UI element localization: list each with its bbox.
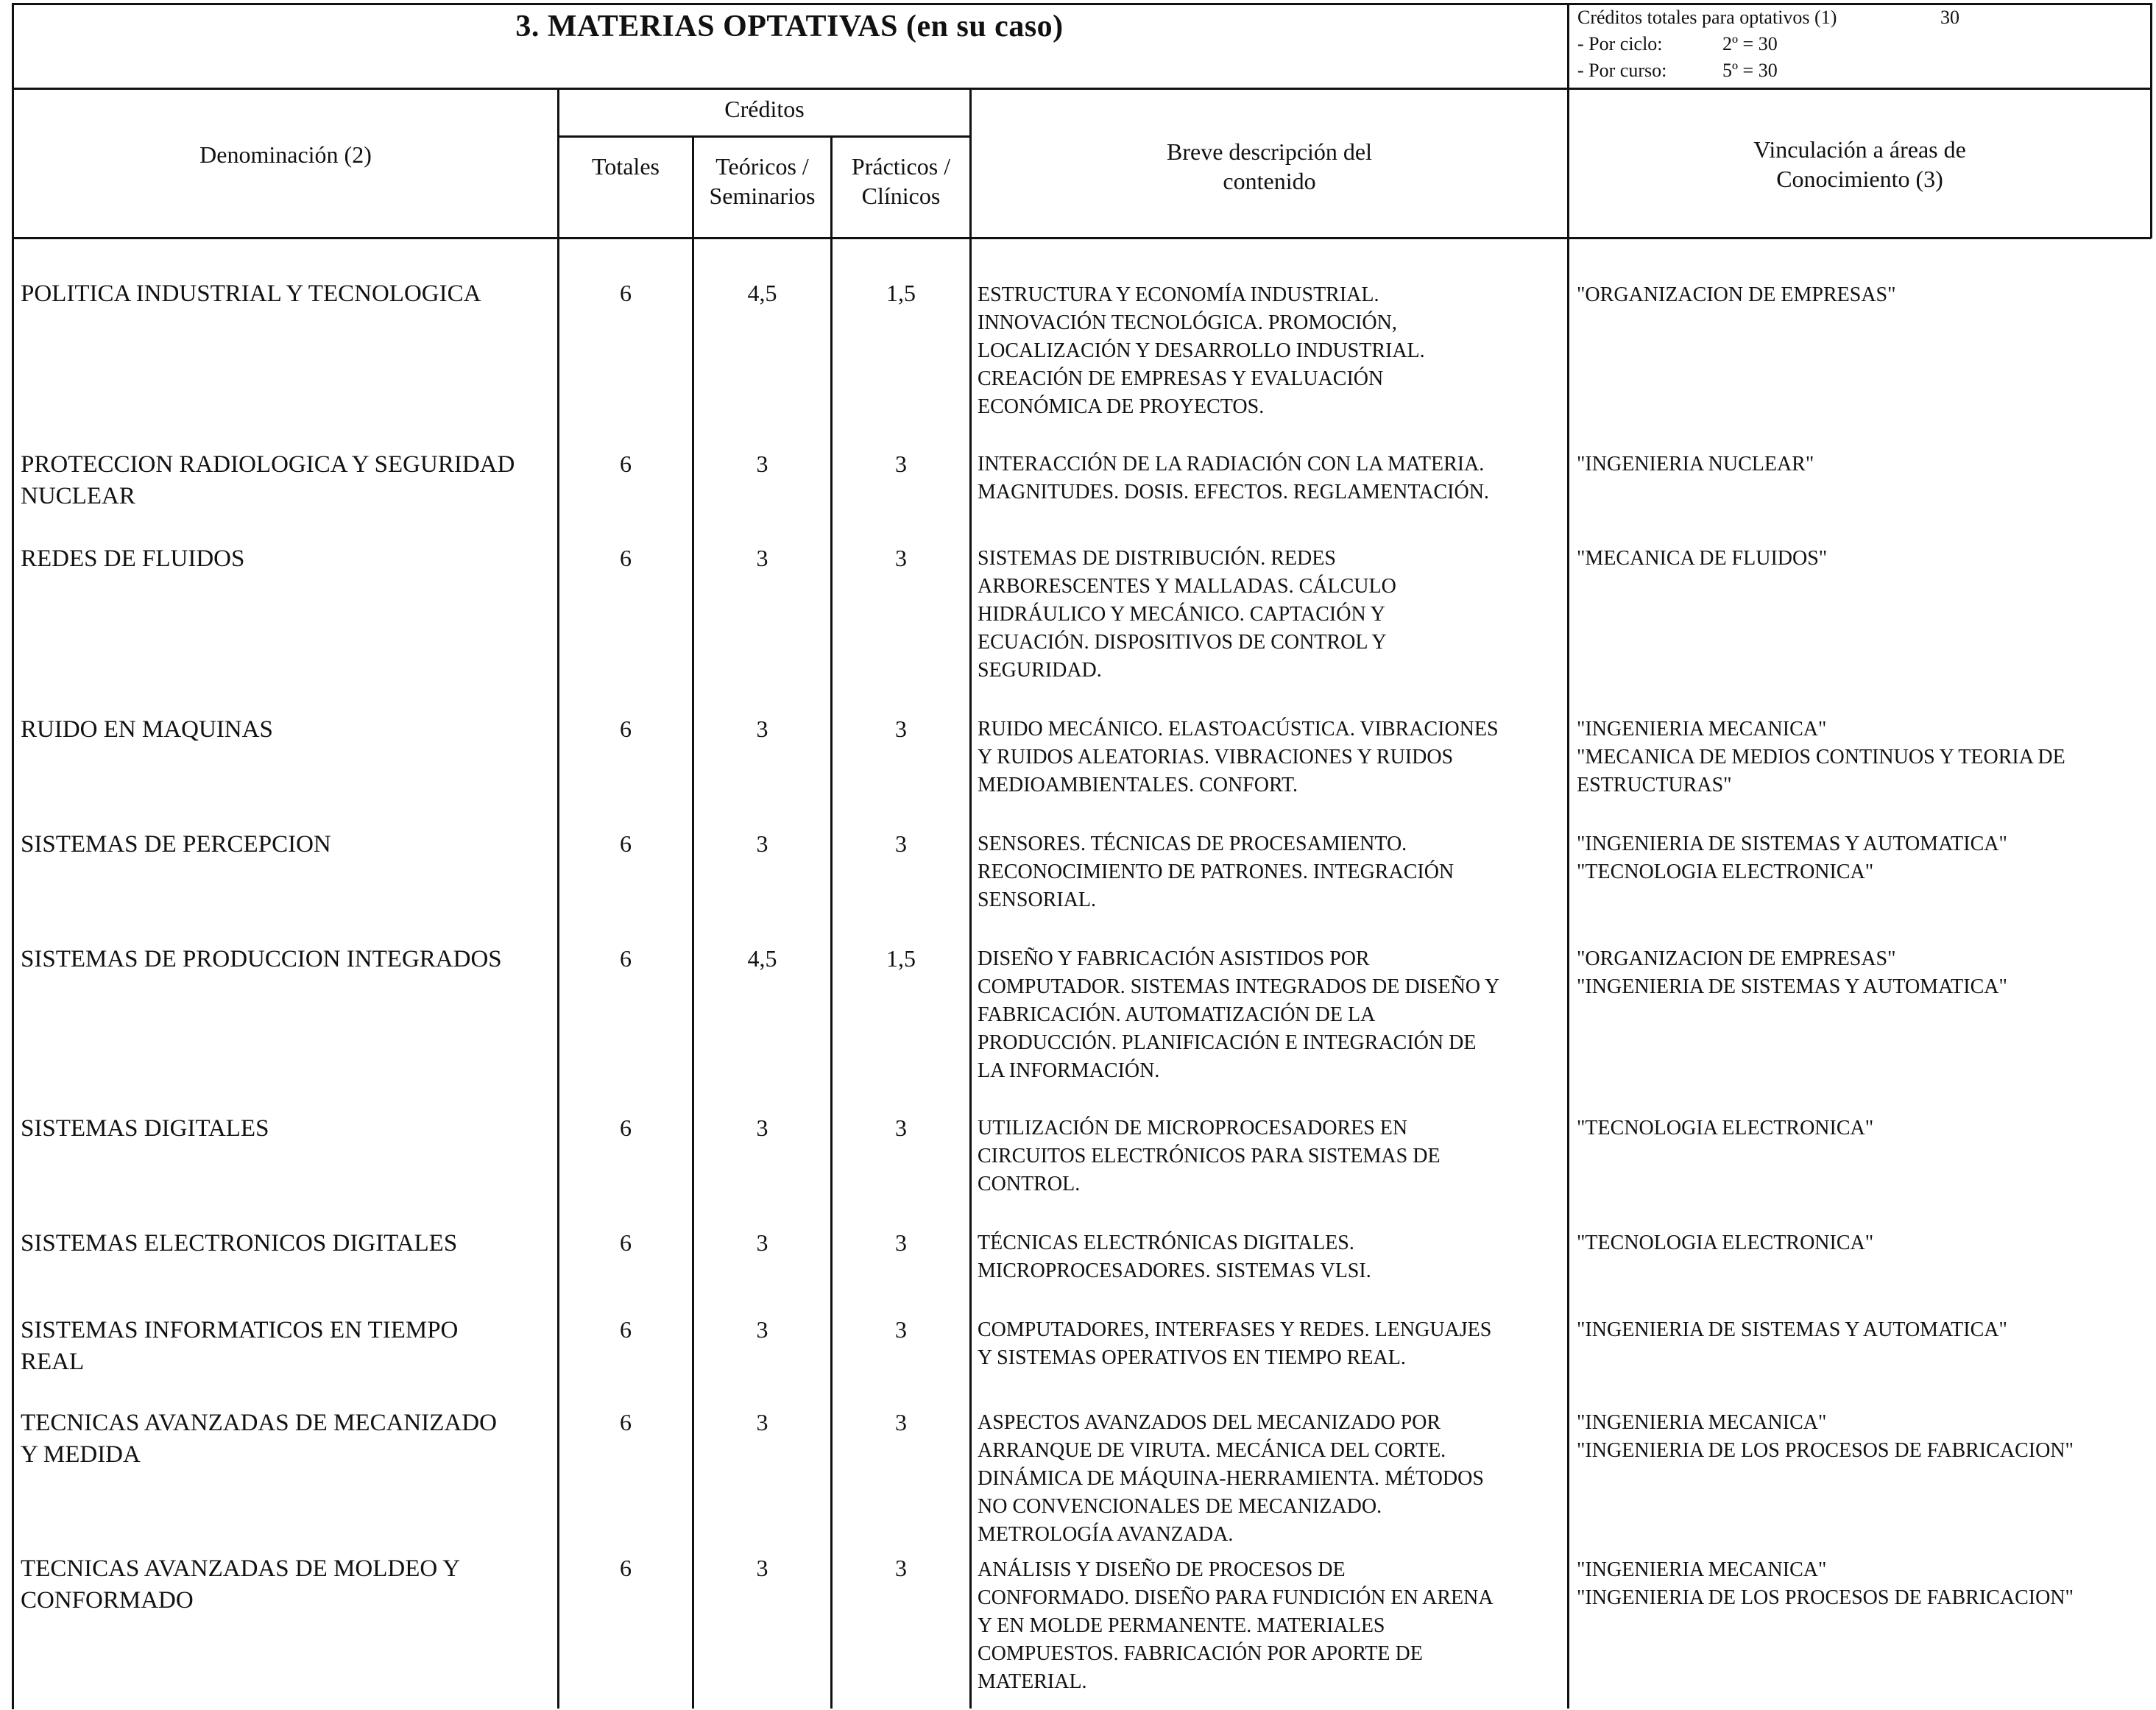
col-divider-5 [1567, 89, 1569, 1709]
row-vinculacion: "INGENIERIA DE SISTEMAS Y AUTOMATICA" "TECNOLOGIA ELECTRONICA" [1577, 833, 2007, 883]
row-teoricos: 3 [756, 716, 768, 742]
title-row-bottom-border [12, 88, 2151, 90]
row-practicos: 3 [895, 830, 907, 857]
row-vinculacion: "INGENIERIA DE SISTEMAS Y AUTOMATICA" [1577, 1318, 2007, 1341]
header-practicos: Prácticos / Clínicos [851, 153, 951, 209]
row-name: SISTEMAS DE PRODUCCION INTEGRADOS [21, 946, 502, 972]
top-border [12, 3, 2151, 5]
header-vinculacion: Vinculación a áreas de Conocimiento (3) [1753, 136, 1966, 192]
row-vinculacion: "INGENIERIA MECANICA" "INGENIERIA DE LOS PROCESOS DE FABRICACION" [1577, 1558, 2074, 1609]
row-teoricos: 3 [756, 1114, 768, 1141]
row-practicos: 3 [895, 1409, 907, 1435]
header-bottom-border [12, 237, 2151, 239]
row-totales: 6 [620, 716, 632, 742]
row-name: TECNICAS AVANZADAS DE MECANIZADO Y MEDIDA [21, 1410, 497, 1468]
header-denominacion: Denominación (2) [199, 141, 372, 168]
row-totales: 6 [620, 545, 632, 571]
credits-curso-label: - Por curso: [1577, 60, 1667, 81]
row-descripcion: SISTEMAS DE DISTRIBUCIÓN. REDES ARBORESCENTES Y MALLADAS. CÁLCULO HIDRÁULICO Y MECÁNICO. CAPTACIÓN Y ECUACIÓN. DISPOSITIVOS DE CONTROL Y SEGURIDAD. [978, 547, 1396, 682]
row-teoricos: 3 [756, 545, 768, 571]
col-divider-3 [830, 137, 833, 1709]
row-vinculacion: "ORGANIZACION DE EMPRESAS" [1577, 283, 1896, 306]
row-practicos: 3 [895, 1229, 907, 1256]
col-divider-1 [557, 89, 559, 1709]
row-descripcion: INTERACCIÓN DE LA RADIACIÓN CON LA MATERIA. MAGNITUDES. DOSIS. EFECTOS. REGLAMENTACIÓN. [978, 453, 1489, 504]
header-teoricos: Teóricos / Seminarios [709, 153, 816, 209]
row-name: POLITICA INDUSTRIAL Y TECNOLOGICA [21, 280, 481, 307]
row-practicos: 1,5 [886, 945, 916, 972]
row-teoricos: 3 [756, 830, 768, 857]
row-totales: 6 [620, 945, 632, 972]
row-teoricos: 4,5 [747, 945, 777, 972]
row-teoricos: 4,5 [747, 280, 777, 306]
row-vinculacion: "TECNOLOGIA ELECTRONICA" [1577, 1232, 1874, 1254]
row-teoricos: 3 [756, 451, 768, 477]
row-totales: 6 [620, 1229, 632, 1256]
credits-total-label: Créditos totales para optativos (1) [1577, 7, 1837, 28]
row-descripcion: TÉCNICAS ELECTRÓNICAS DIGITALES. MICROPROCESADORES. SISTEMAS VLSI. [978, 1232, 1371, 1282]
row-teoricos: 3 [756, 1229, 768, 1256]
row-descripcion: SENSORES. TÉCNICAS DE PROCESAMIENTO. RECONOCIMIENTO DE PATRONES. INTEGRACIÓN SENSORIAL. [978, 833, 1455, 911]
header-totales: Totales [592, 153, 660, 180]
row-vinculacion: "INGENIERIA MECANICA" "INGENIERIA DE LOS PROCESOS DE FABRICACION" [1577, 1411, 2074, 1462]
row-totales: 6 [620, 1316, 632, 1343]
row-vinculacion: "TECNOLOGIA ELECTRONICA" [1577, 1117, 1874, 1140]
row-name: REDES DE FLUIDOS [21, 545, 245, 572]
right-border [2150, 3, 2152, 239]
row-vinculacion: "INGENIERIA NUCLEAR" [1577, 453, 1814, 476]
col-divider-2 [692, 137, 694, 1709]
left-border [12, 3, 14, 1709]
row-name: PROTECCION RADIOLOGICA Y SEGURIDAD NUCLEAR [21, 451, 515, 509]
row-name: SISTEMAS ELECTRONICOS DIGITALES [21, 1230, 458, 1257]
row-descripcion: UTILIZACIÓN DE MICROPROCESADORES EN CIRCUITOS ELECTRÓNICOS PARA SISTEMAS DE CONTROL. [978, 1117, 1441, 1195]
row-practicos: 1,5 [886, 280, 916, 306]
row-teoricos: 3 [756, 1555, 768, 1581]
row-totales: 6 [620, 451, 632, 477]
row-totales: 6 [620, 1409, 632, 1435]
row-practicos: 3 [895, 1114, 907, 1141]
row-descripcion: ANÁLISIS Y DISEÑO DE PROCESOS DE CONFORMADO. DISEÑO PARA FUNDICIÓN EN ARENA Y EN MOLDE PERMANENTE. MATERIALES COMPUESTOS. FABRICACIÓN POR APORTE DE MATERIAL. [978, 1558, 1494, 1693]
row-practicos: 3 [895, 451, 907, 477]
row-practicos: 3 [895, 545, 907, 571]
row-name: RUIDO EN MAQUINAS [21, 716, 273, 743]
row-descripcion: ASPECTOS AVANZADOS DEL MECANIZADO POR ARRANQUE DE VIRUTA. MECÁNICA DEL CORTE. DINÁMICA DE MÁQUINA-HERRAMIENTA. MÉTODOS NO CONVENCIONALES DE MECANIZADO. METROLOGÍA AVANZADA. [978, 1411, 1484, 1546]
row-name: SISTEMAS DE PERCEPCION [21, 831, 331, 858]
row-totales: 6 [620, 1555, 632, 1581]
row-practicos: 3 [895, 716, 907, 742]
row-name: TECNICAS AVANZADAS DE MOLDEO Y CONFORMADO [21, 1555, 461, 1614]
row-name: SISTEMAS INFORMATICOS EN TIEMPO REAL [21, 1317, 459, 1375]
col-divider-4 [969, 89, 972, 1709]
row-vinculacion: "MECANICA DE FLUIDOS" [1577, 547, 1828, 570]
row-practicos: 3 [895, 1555, 907, 1581]
row-totales: 6 [620, 830, 632, 857]
row-descripcion: ESTRUCTURA Y ECONOMÍA INDUSTRIAL. INNOVACIÓN TECNOLÓGICA. PROMOCIÓN, LOCALIZACIÓN Y DESARROLLO INDUSTRIAL. CREACIÓN DE EMPRESAS Y EVALUACIÓN ECONÓMICA DE PROYECTOS. [978, 283, 1425, 418]
row-totales: 6 [620, 280, 632, 306]
header-creditos: Créditos [724, 96, 805, 122]
row-teoricos: 3 [756, 1409, 768, 1435]
row-practicos: 3 [895, 1316, 907, 1343]
row-vinculacion: "INGENIERIA MECANICA" "MECANICA DE MEDIOS CONTINUOS Y TEORIA DE ESTRUCTURAS" [1577, 718, 2065, 796]
row-teoricos: 3 [756, 1316, 768, 1343]
page-title: 3. MATERIAS OPTATIVAS (en su caso) [515, 10, 1064, 43]
row-descripcion: COMPUTADORES, INTERFASES Y REDES. LENGUAJES Y SISTEMAS OPERATIVOS EN TIEMPO REAL. [978, 1318, 1492, 1369]
creditos-group-bottom-border [557, 135, 972, 138]
row-name: SISTEMAS DIGITALES [21, 1115, 269, 1142]
credits-info-left-border [1567, 3, 1569, 89]
credits-total-value: 30 [1940, 7, 1959, 28]
credits-curso-value: 5º = 30 [1722, 60, 1778, 81]
credits-ciclo-label: - Por ciclo: [1577, 33, 1663, 54]
header-descripcion: Breve descripción del contenido [1167, 138, 1372, 194]
credits-ciclo-value: 2º = 30 [1722, 33, 1778, 54]
row-descripcion: DISEÑO Y FABRICACIÓN ASISTIDOS POR COMPUTADOR. SISTEMAS INTEGRADOS DE DISEÑO Y FABRICACIÓN. AUTOMATIZACIÓN DE LA PRODUCCIÓN. PLANIFICACIÓN E INTEGRACIÓN DE LA INFORMACIÓN. [978, 947, 1500, 1082]
row-totales: 6 [620, 1114, 632, 1141]
row-descripcion: RUIDO MECÁNICO. ELASTOACÚSTICA. VIBRACIONES Y RUIDOS ALEATORIAS. VIBRACIONES Y RUIDOS MEDIOAMBIENTALES. CONFORT. [978, 718, 1499, 796]
row-vinculacion: "ORGANIZACION DE EMPRESAS" "INGENIERIA DE SISTEMAS Y AUTOMATICA" [1577, 947, 2007, 998]
